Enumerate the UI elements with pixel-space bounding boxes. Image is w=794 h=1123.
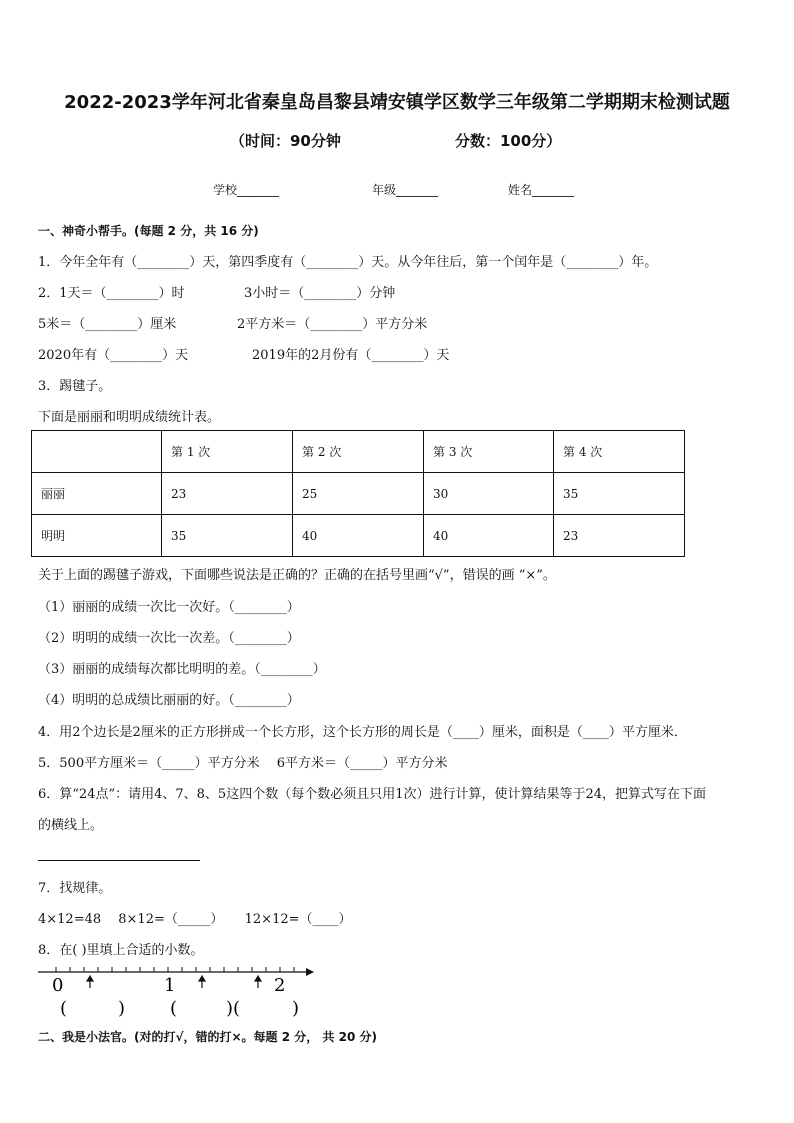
- table-header-cell: 第 4 次: [554, 431, 685, 473]
- table-row: [32, 515, 685, 557]
- question-2c: 5米＝（________）厘米: [38, 317, 177, 332]
- question-5: 5．500平方厘米＝（_____）平方分米 6平方米＝（_____）平方分米: [38, 756, 448, 771]
- table-header-cell: 第 2 次: [293, 431, 424, 473]
- question-6-line-2: 的横线上。: [38, 818, 104, 833]
- table-cell: 23: [554, 515, 685, 557]
- up-arrow-icon: [255, 976, 261, 988]
- page-title: 2022-2023学年河北省秦皇岛昌黎县靖安镇学区数学三年级第二学期期末检测试题: [64, 92, 730, 113]
- question-7: 7．找规律。: [38, 881, 112, 896]
- table-header-cell: 第 1 次: [162, 431, 293, 473]
- answer-blank-line: [38, 860, 200, 861]
- question-2d: 2平方米＝（________）平方分米: [237, 317, 428, 332]
- question-3-item-2: （2）明明的成绩一次比一次差。（________）: [38, 631, 300, 646]
- question-2b: 3小时＝（________）分钟: [244, 286, 396, 301]
- table-cell: 23: [162, 473, 293, 515]
- grade-field: 年级_______: [372, 183, 439, 197]
- question-3-item-3: （3）丽丽的成绩每次都比明明的差。（________）: [38, 662, 326, 677]
- question-3-instructions: 关于上面的踢毽子游戏，下面哪些说法是正确的？正确的在括号里画“√”，错误的画 “×”。: [38, 568, 556, 583]
- question-6-line-1: 6．算“24点”：请用4、7、8、5这四个数（每个数必须且只用1次）进行计算，使计算结果等于24，把算式写在下面: [38, 787, 707, 802]
- score-table: [31, 430, 685, 557]
- answer-paren: (: [60, 998, 68, 1019]
- up-arrow-icon: [199, 976, 205, 988]
- table-cell: 明明: [32, 515, 162, 557]
- exam-time: （时间：90分钟: [230, 132, 341, 150]
- answer-paren: )(: [226, 998, 241, 1019]
- number-line: [38, 962, 328, 1022]
- question-2a: 2．1天＝（________）时: [38, 286, 185, 301]
- answer-paren: (: [170, 998, 178, 1019]
- school-field: 学校_______: [213, 183, 280, 197]
- section-1-heading: 一、神奇小帮手。(每题 2 分，共 16 分): [38, 224, 259, 238]
- question-7-pattern: 4×12=48 8×12=（_____） 12×12=（____）: [38, 912, 352, 927]
- question-2f: 2019年的2月份有（________）天: [252, 348, 450, 363]
- question-8: 8．在( )里填上合适的小数。: [38, 943, 204, 958]
- question-3-intro: 下面是丽丽和明明成绩统计表。: [38, 410, 221, 425]
- table-cell: 30: [424, 473, 554, 515]
- up-arrow-icon: [87, 976, 93, 988]
- answer-paren: ): [292, 998, 300, 1019]
- question-4: 4．用2个边长是2厘米的正方形拼成一个长方形，这个长方形的周长是（____）厘米，面积是（____）平方厘米．: [38, 725, 687, 740]
- table-cell: 35: [554, 473, 685, 515]
- table-cell: 25: [293, 473, 424, 515]
- table-cell: 40: [293, 515, 424, 557]
- table-header-row: [32, 431, 685, 473]
- section-2-heading: 二、我是小法官。(对的打√，错的打×。每题 2 分， 共 20 分): [38, 1030, 377, 1044]
- answer-paren: ): [118, 998, 126, 1019]
- table-header-cell: 第 3 次: [424, 431, 554, 473]
- table-row: [32, 473, 685, 515]
- question-1: 1．今年全年有（________）天，第四季度有（________）天。从今年往后，第一个闰年是（________）年。: [38, 255, 658, 270]
- question-2e: 2020年有（________）天: [38, 348, 189, 363]
- question-3-item-4: （4）明明的总成绩比丽丽的好。（________）: [38, 693, 300, 708]
- number-line-label: 1: [164, 975, 176, 996]
- question-3-item-1: （1）丽丽的成绩一次比一次好。（________）: [38, 600, 300, 615]
- table-cell: 35: [162, 515, 293, 557]
- number-line-label: 2: [274, 975, 286, 996]
- table-cell: 丽丽: [32, 473, 162, 515]
- table-header-cell: [32, 431, 162, 473]
- exam-score: 分数：100分）: [455, 132, 562, 150]
- table-cell: 40: [424, 515, 554, 557]
- number-line-label: 0: [52, 975, 64, 996]
- name-field: 姓名_______: [508, 183, 575, 197]
- question-3: 3．踢毽子。: [38, 379, 112, 394]
